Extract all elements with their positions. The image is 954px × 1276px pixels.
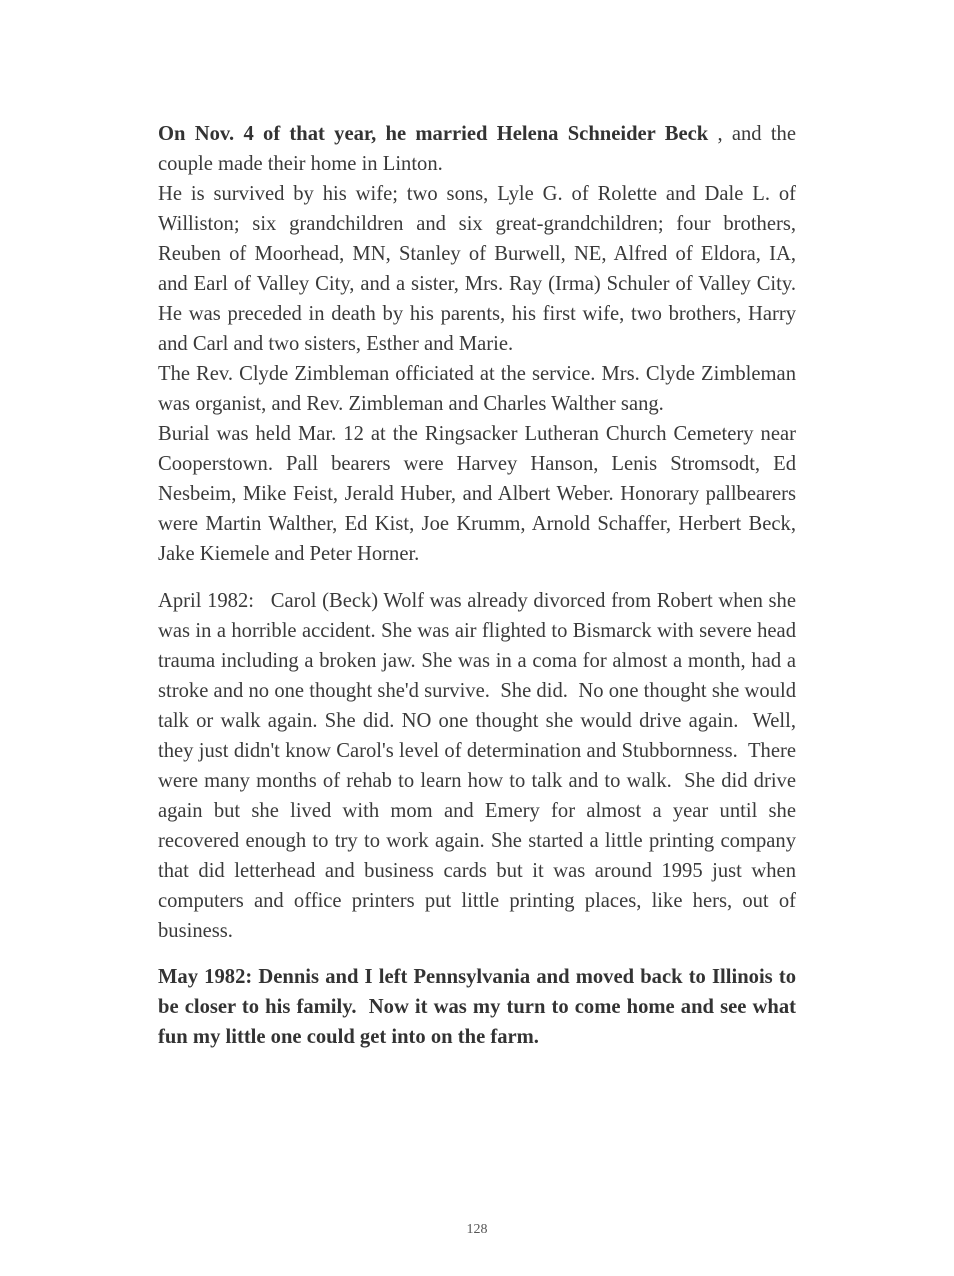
paragraph-may-1982: May 1982: Dennis and I left Pennsylvania and moved back to Illinois to be closer to his family. Now it was my turn to come home and see what fun my little one could get into on the farm.: [158, 966, 802, 1048]
page-number: 128: [466, 1222, 488, 1237]
document-body: [158, 119, 802, 1052]
paragraph-burial: Burial was held Mar. 12 at the Ringsacker Lutheran Church Cemetery near Cooperstown. Pall bearers were Harvey Hanson, Lenis Stromsodt, Ed Nesbeim, Mike Feist, Jerald Huber, and Albert Weber. Honorary pallbearers were Martin Walther, Ed Kist, Joe Krumm, Arnold Schaffer, Herbert Beck, Jake Kiemele and Peter Horner.: [158, 423, 796, 565]
paragraph-survivors: He is survived by his wife; two sons, Lyle G. of Rolette and Dale L. of Williston; six grandchildren and six great-grandchildren; four brothers, Reuben of Moorhead, MN, Stanley of Burwell, NE, Alfred of Eldora, IA, and Earl of Valley City, and a sister, Mrs. Ray (Irma) Schuler of Valley City. He was preceded in death by his parents, his first wife, two brothers, Harry and Carl and two sisters, Esther and Marie.: [158, 183, 796, 355]
paragraph-service: The Rev. Clyde Zimbleman officiated at the service. Mrs. Clyde Zimbleman was organist, and Rev. Zimbleman and Charles Walther sang.: [158, 363, 796, 415]
marriage-bold-text: On Nov. 4 of that year, he married Helena Schneider Beck: [158, 123, 709, 145]
marriage-text: , and the couple made their home in Linton.: [158, 123, 796, 175]
paragraph-april-1982: April 1982: Carol (Beck) Wolf was already divorced from Robert when she was in a horrible accident. She was air flighted to Bismarck with severe head trauma including a broken jaw. She was in a coma for almost a month, had a stroke and no one thought she'd survive. She did. No one thought she would talk or walk again. She did. NO one thought she would drive again. Well, they just didn't know Carol's level of determination and Stubbornness. There were many months of rehab to learn how to talk and to walk. She did drive again but she lived with mom and Emery for almost a year until she recovered enough to try to work again. She started a little printing company that did letterhead and business cards but it was around 1995 just when computers and office printers put little printing places, like hers, out of business.: [158, 590, 802, 942]
paragraph-marriage: [158, 119, 796, 179]
